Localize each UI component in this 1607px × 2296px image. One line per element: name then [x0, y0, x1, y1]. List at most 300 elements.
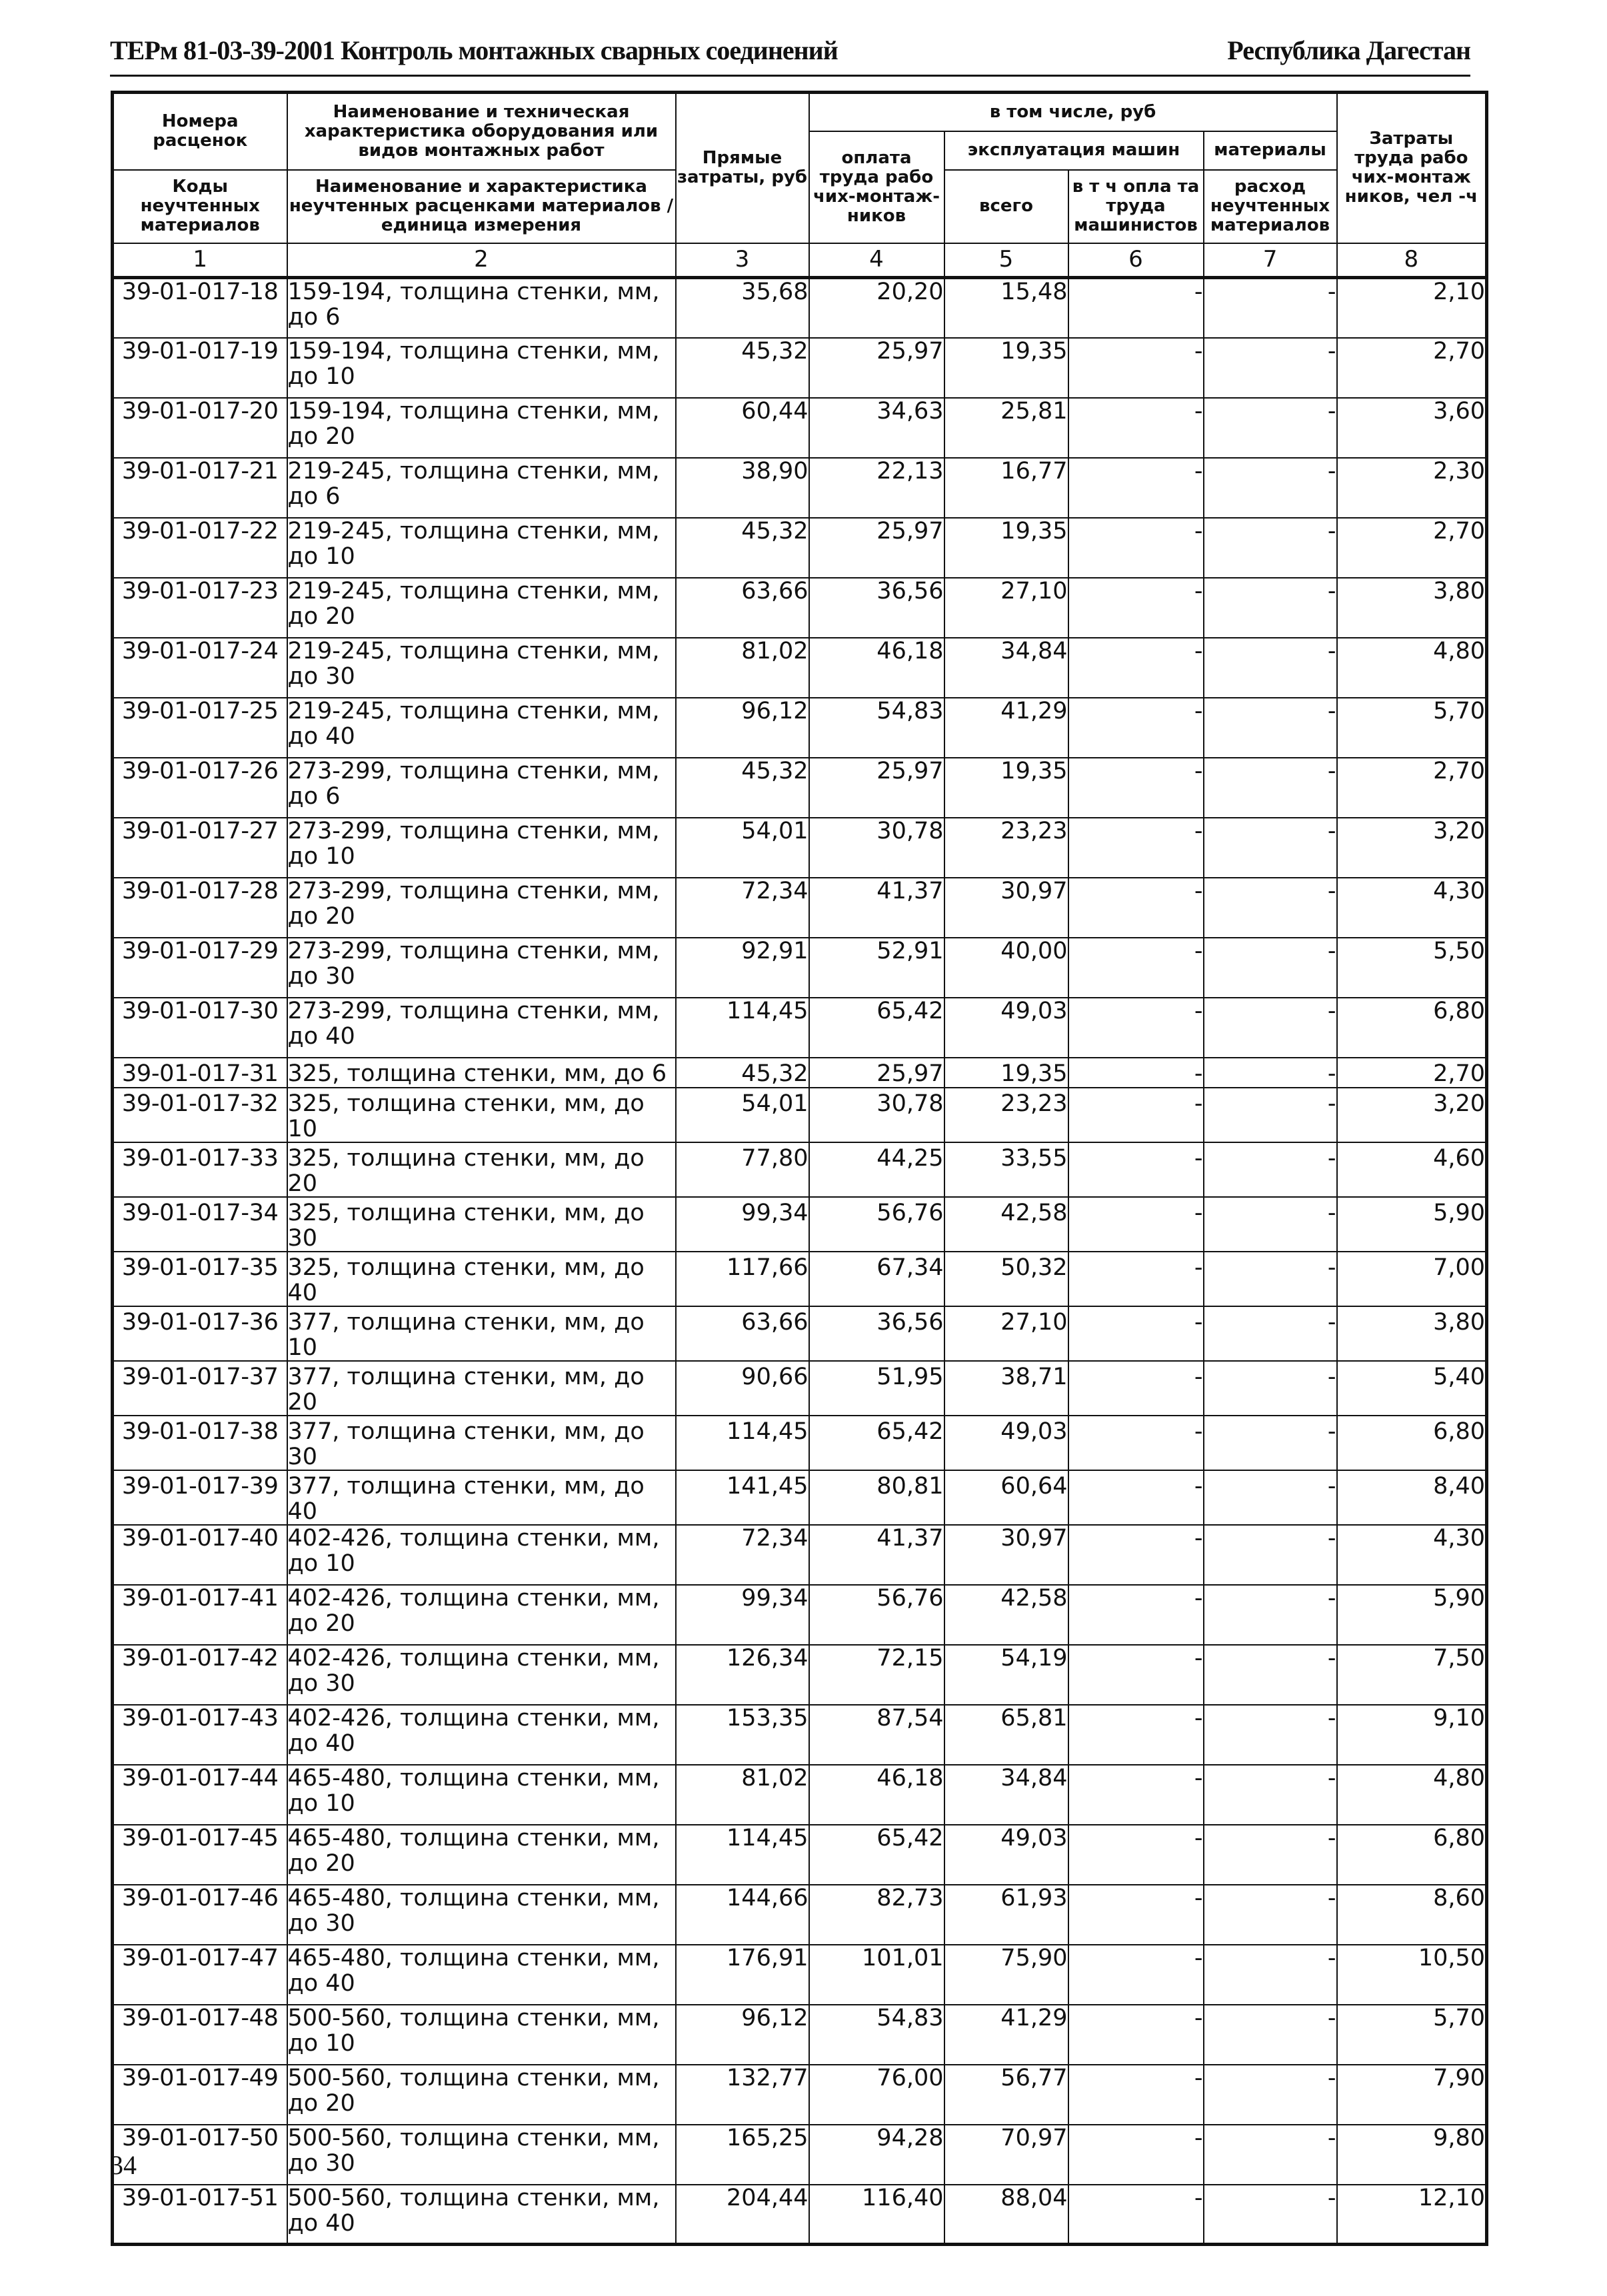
- table-row: [113, 278, 1487, 338]
- rate-code-cell: 39-01-017-23: [113, 578, 287, 638]
- material-usage-cell: -: [1204, 338, 1337, 398]
- labor-hours-cell: 3,60: [1337, 398, 1487, 458]
- labor-hours-cell: 5,40: [1337, 1361, 1487, 1416]
- operators-pay-cell: -: [1068, 278, 1204, 338]
- material-usage-cell: -: [1204, 1416, 1337, 1470]
- direct-costs-cell: 35,68: [676, 278, 809, 338]
- work-description-cell: 402-426, толщина стенки, мм, до 40: [287, 1705, 676, 1765]
- table-row: [113, 1470, 1487, 1525]
- rate-code-cell: 39-01-017-40: [113, 1525, 287, 1585]
- table-row: [113, 1705, 1487, 1765]
- rate-code-cell: 39-01-017-37: [113, 1361, 287, 1416]
- column-number: 2: [287, 243, 676, 278]
- operators-pay-cell: -: [1068, 1470, 1204, 1525]
- labor-hours-cell: 8,40: [1337, 1470, 1487, 1525]
- machines-total-cell: 27,10: [944, 1306, 1068, 1361]
- table-row: [113, 518, 1487, 578]
- worker-pay-cell: 34,63: [809, 398, 944, 458]
- operators-pay-cell: -: [1068, 1525, 1204, 1585]
- column-number: 5: [944, 243, 1068, 278]
- table-row: [113, 1361, 1487, 1416]
- direct-costs-cell: 38,90: [676, 458, 809, 518]
- labor-hours-cell: 7,50: [1337, 1645, 1487, 1705]
- direct-costs-cell: 176,91: [676, 1945, 809, 2005]
- material-usage-cell: -: [1204, 1885, 1337, 1945]
- material-usage-cell: -: [1204, 2185, 1337, 2245]
- region-name: Республика Дагестан: [1227, 35, 1470, 65]
- material-usage-cell: -: [1204, 2005, 1337, 2065]
- material-usage-cell: -: [1204, 458, 1337, 518]
- operators-pay-cell: -: [1068, 1705, 1204, 1765]
- worker-pay-cell: 65,42: [809, 1416, 944, 1470]
- operators-pay-cell: -: [1068, 458, 1204, 518]
- work-description-cell: 465-480, толщина стенки, мм, до 20: [287, 1825, 676, 1885]
- labor-hours-cell: 4,80: [1337, 638, 1487, 698]
- col1-top-header: Номера расценок: [113, 93, 287, 170]
- machines-total-cell: 19,35: [944, 338, 1068, 398]
- material-usage-cell: -: [1204, 998, 1337, 1058]
- worker-pay-cell: 25,97: [809, 518, 944, 578]
- direct-costs-cell: 63,66: [676, 1306, 809, 1361]
- rate-code-cell: 39-01-017-26: [113, 758, 287, 818]
- work-description-cell: 402-426, толщина стенки, мм, до 20: [287, 1585, 676, 1645]
- operators-pay-cell: -: [1068, 1885, 1204, 1945]
- table-row: [113, 1058, 1487, 1088]
- worker-pay-cell: 67,34: [809, 1252, 944, 1306]
- direct-costs-cell: 54,01: [676, 818, 809, 878]
- rate-code-cell: 39-01-017-33: [113, 1142, 287, 1197]
- work-description-cell: 402-426, толщина стенки, мм, до 30: [287, 1645, 676, 1705]
- worker-pay-cell: 54,83: [809, 2005, 944, 2065]
- worker-pay-cell: 56,76: [809, 1585, 944, 1645]
- material-usage-cell: -: [1204, 1525, 1337, 1585]
- operators-pay-cell: -: [1068, 938, 1204, 998]
- work-description-cell: 465-480, толщина стенки, мм, до 10: [287, 1765, 676, 1825]
- material-usage-cell: -: [1204, 698, 1337, 758]
- direct-costs-cell: 45,32: [676, 758, 809, 818]
- labor-hours-cell: 6,80: [1337, 1416, 1487, 1470]
- column-number: 1: [113, 243, 287, 278]
- labor-hours-cell: 2,70: [1337, 338, 1487, 398]
- operators-pay-cell: -: [1068, 758, 1204, 818]
- table-row: [113, 338, 1487, 398]
- work-description-cell: 377, толщина стенки, мм, до 30: [287, 1416, 676, 1470]
- column-number: 4: [809, 243, 944, 278]
- work-description-cell: 273-299, толщина стенки, мм, до 10: [287, 818, 676, 878]
- material-usage-cell: -: [1204, 1142, 1337, 1197]
- machines-total-cell: 30,97: [944, 878, 1068, 938]
- work-description-cell: 273-299, толщина стенки, мм, до 20: [287, 878, 676, 938]
- table-row: [113, 818, 1487, 878]
- rate-code-cell: 39-01-017-49: [113, 2065, 287, 2125]
- material-usage-cell: -: [1204, 938, 1337, 998]
- material-usage-cell: -: [1204, 818, 1337, 878]
- operators-pay-cell: -: [1068, 1306, 1204, 1361]
- rate-code-cell: 39-01-017-30: [113, 998, 287, 1058]
- machines-total-cell: 56,77: [944, 2065, 1068, 2125]
- worker-pay-cell: 101,01: [809, 1945, 944, 2005]
- rate-code-cell: 39-01-017-44: [113, 1765, 287, 1825]
- direct-costs-cell: 114,45: [676, 1825, 809, 1885]
- direct-costs-header: Прямые затраты, руб: [676, 93, 809, 243]
- table-row: [113, 2185, 1487, 2245]
- work-description-cell: 219-245, толщина стенки, мм, до 30: [287, 638, 676, 698]
- work-description-cell: 465-480, толщина стенки, мм, до 40: [287, 1945, 676, 2005]
- worker-pay-cell: 20,20: [809, 278, 944, 338]
- direct-costs-cell: 96,12: [676, 698, 809, 758]
- machines-total-cell: 34,84: [944, 638, 1068, 698]
- work-description-cell: 500-560, толщина стенки, мм, до 20: [287, 2065, 676, 2125]
- material-usage-cell: -: [1204, 1252, 1337, 1306]
- worker-pay-cell: 94,28: [809, 2125, 944, 2185]
- rate-code-cell: 39-01-017-34: [113, 1197, 287, 1252]
- table-row: [113, 1885, 1487, 1945]
- operators-pay-cell: -: [1068, 1825, 1204, 1885]
- material-usage-cell: -: [1204, 2125, 1337, 2185]
- operators-pay-cell: -: [1068, 1197, 1204, 1252]
- work-description-cell: 465-480, толщина стенки, мм, до 30: [287, 1885, 676, 1945]
- worker-pay-cell: 54,83: [809, 698, 944, 758]
- worker-pay-cell: 36,56: [809, 1306, 944, 1361]
- direct-costs-cell: 90,66: [676, 1361, 809, 1416]
- rate-code-cell: 39-01-017-51: [113, 2185, 287, 2245]
- table-row: [113, 2125, 1487, 2185]
- column-number: 3: [676, 243, 809, 278]
- header-rule: [110, 75, 1470, 77]
- table-row: [113, 2065, 1487, 2125]
- worker-pay-cell: 30,78: [809, 1088, 944, 1142]
- work-description-cell: 219-245, толщина стенки, мм, до 6: [287, 458, 676, 518]
- col1-bottom-header: Коды неучтенных материалов: [113, 170, 287, 243]
- machines-total-cell: 19,35: [944, 518, 1068, 578]
- table-row: [113, 1416, 1487, 1470]
- work-description-cell: 219-245, толщина стенки, мм, до 10: [287, 518, 676, 578]
- worker-pay-cell: 116,40: [809, 2185, 944, 2245]
- labor-hours-cell: 2,30: [1337, 458, 1487, 518]
- labor-hours-cell: 6,80: [1337, 998, 1487, 1058]
- work-description-cell: 325, толщина стенки, мм, до 40: [287, 1252, 676, 1306]
- material-usage-cell: -: [1204, 1058, 1337, 1088]
- labor-hours-header: Затраты труда рабо чих-монтаж ников, чел -ч: [1337, 93, 1487, 243]
- direct-costs-cell: 165,25: [676, 2125, 809, 2185]
- rate-code-cell: 39-01-017-19: [113, 338, 287, 398]
- column-number: 7: [1204, 243, 1337, 278]
- operators-pay-header: в т ч опла та труда машинистов: [1068, 170, 1204, 243]
- material-usage-cell: -: [1204, 398, 1337, 458]
- table-row: [113, 578, 1487, 638]
- direct-costs-cell: 114,45: [676, 998, 809, 1058]
- machines-total-cell: 23,23: [944, 1088, 1068, 1142]
- worker-pay-cell: 25,97: [809, 1058, 944, 1088]
- material-usage-cell: -: [1204, 278, 1337, 338]
- work-description-cell: 159-194, толщина стенки, мм, до 20: [287, 398, 676, 458]
- table-row: [113, 1142, 1487, 1197]
- operators-pay-cell: -: [1068, 2065, 1204, 2125]
- operators-pay-cell: -: [1068, 1765, 1204, 1825]
- machines-total-cell: 34,84: [944, 1765, 1068, 1825]
- machines-total-cell: 23,23: [944, 818, 1068, 878]
- rate-code-cell: 39-01-017-45: [113, 1825, 287, 1885]
- operators-pay-cell: -: [1068, 2185, 1204, 2245]
- direct-costs-cell: 204,44: [676, 2185, 809, 2245]
- worker-pay-cell: 87,54: [809, 1705, 944, 1765]
- operators-pay-cell: -: [1068, 998, 1204, 1058]
- labor-hours-cell: 7,00: [1337, 1252, 1487, 1306]
- operators-pay-cell: -: [1068, 2005, 1204, 2065]
- direct-costs-cell: 54,01: [676, 1088, 809, 1142]
- worker-pay-cell: 52,91: [809, 938, 944, 998]
- machines-total-cell: 25,81: [944, 398, 1068, 458]
- labor-hours-cell: 12,10: [1337, 2185, 1487, 2245]
- table-row: [113, 1197, 1487, 1252]
- rate-code-cell: 39-01-017-22: [113, 518, 287, 578]
- worker-pay-cell: 72,15: [809, 1645, 944, 1705]
- operators-pay-cell: -: [1068, 818, 1204, 878]
- labor-hours-cell: 5,50: [1337, 938, 1487, 998]
- direct-costs-cell: 92,91: [676, 938, 809, 998]
- table-row: [113, 698, 1487, 758]
- labor-hours-cell: 2,70: [1337, 1058, 1487, 1088]
- direct-costs-cell: 63,66: [676, 578, 809, 638]
- machines-total-cell: 27,10: [944, 578, 1068, 638]
- work-description-cell: 159-194, толщина стенки, мм, до 10: [287, 338, 676, 398]
- rate-code-cell: 39-01-017-29: [113, 938, 287, 998]
- table-row: [113, 1252, 1487, 1306]
- material-usage-cell: -: [1204, 1306, 1337, 1361]
- material-usage-cell: -: [1204, 1945, 1337, 2005]
- material-usage-cell: -: [1204, 2065, 1337, 2125]
- labor-hours-cell: 6,80: [1337, 1825, 1487, 1885]
- machines-total-cell: 16,77: [944, 458, 1068, 518]
- direct-costs-cell: 81,02: [676, 1765, 809, 1825]
- rate-code-cell: 39-01-017-28: [113, 878, 287, 938]
- worker-pay-cell: 22,13: [809, 458, 944, 518]
- labor-hours-cell: 4,80: [1337, 1765, 1487, 1825]
- table-row: [113, 938, 1487, 998]
- direct-costs-cell: 81,02: [676, 638, 809, 698]
- machines-total-header: всего: [944, 170, 1068, 243]
- operators-pay-cell: -: [1068, 698, 1204, 758]
- table-row: [113, 638, 1487, 698]
- machines-total-cell: 42,58: [944, 1585, 1068, 1645]
- worker-pay-cell: 65,42: [809, 998, 944, 1058]
- machines-total-cell: 49,03: [944, 998, 1068, 1058]
- rate-code-cell: 39-01-017-27: [113, 818, 287, 878]
- labor-hours-cell: 2,10: [1337, 278, 1487, 338]
- operators-pay-cell: -: [1068, 1088, 1204, 1142]
- worker-pay-cell: 25,97: [809, 338, 944, 398]
- direct-costs-cell: 60,44: [676, 398, 809, 458]
- operators-pay-cell: -: [1068, 1416, 1204, 1470]
- column-number: 6: [1068, 243, 1204, 278]
- worker-pay-cell: 41,37: [809, 878, 944, 938]
- operators-pay-cell: -: [1068, 1058, 1204, 1088]
- work-description-cell: 325, толщина стенки, мм, до 6: [287, 1058, 676, 1088]
- direct-costs-cell: 77,80: [676, 1142, 809, 1197]
- direct-costs-cell: 72,34: [676, 1525, 809, 1585]
- machines-total-cell: 50,32: [944, 1252, 1068, 1306]
- direct-costs-cell: 141,45: [676, 1470, 809, 1525]
- material-usage-cell: -: [1204, 1705, 1337, 1765]
- worker-pay-cell: 46,18: [809, 1765, 944, 1825]
- machines-total-cell: 61,93: [944, 1885, 1068, 1945]
- labor-hours-cell: 4,30: [1337, 878, 1487, 938]
- material-usage-cell: -: [1204, 1765, 1337, 1825]
- operators-pay-cell: -: [1068, 1945, 1204, 2005]
- direct-costs-cell: 99,34: [676, 1585, 809, 1645]
- direct-costs-cell: 96,12: [676, 2005, 809, 2065]
- machines-total-cell: 15,48: [944, 278, 1068, 338]
- rate-code-cell: 39-01-017-35: [113, 1252, 287, 1306]
- work-description-cell: 377, толщина стенки, мм, до 20: [287, 1361, 676, 1416]
- work-description-cell: 377, толщина стенки, мм, до 10: [287, 1306, 676, 1361]
- labor-hours-cell: 4,60: [1337, 1142, 1487, 1197]
- rate-code-cell: 39-01-017-31: [113, 1058, 287, 1088]
- labor-hours-cell: 5,90: [1337, 1197, 1487, 1252]
- worker-pay-cell: 82,73: [809, 1885, 944, 1945]
- operators-pay-cell: -: [1068, 398, 1204, 458]
- worker-pay-cell: 25,97: [809, 758, 944, 818]
- rate-code-cell: 39-01-017-38: [113, 1416, 287, 1470]
- labor-hours-cell: 9,80: [1337, 2125, 1487, 2185]
- machines-total-cell: 41,29: [944, 698, 1068, 758]
- worker-pay-cell: 30,78: [809, 818, 944, 878]
- machines-total-cell: 60,64: [944, 1470, 1068, 1525]
- work-description-cell: 273-299, толщина стенки, мм, до 40: [287, 998, 676, 1058]
- labor-hours-cell: 5,70: [1337, 2005, 1487, 2065]
- material-usage-cell: -: [1204, 1645, 1337, 1705]
- work-description-cell: 273-299, толщина стенки, мм, до 30: [287, 938, 676, 998]
- machines-total-cell: 70,97: [944, 2125, 1068, 2185]
- document-title: ТЕРм 81-03-39-2001 Контроль монтажных сварных соединений: [110, 35, 838, 65]
- table-row: [113, 998, 1487, 1058]
- table-row: [113, 758, 1487, 818]
- work-description-cell: 219-245, толщина стенки, мм, до 20: [287, 578, 676, 638]
- rate-code-cell: 39-01-017-47: [113, 1945, 287, 2005]
- worker-pay-cell: 51,95: [809, 1361, 944, 1416]
- labor-hours-cell: 3,20: [1337, 818, 1487, 878]
- labor-hours-cell: 3,80: [1337, 578, 1487, 638]
- machines-header: эксплуатация машин: [944, 131, 1204, 170]
- worker-pay-cell: 65,42: [809, 1825, 944, 1885]
- machines-total-cell: 40,00: [944, 938, 1068, 998]
- operators-pay-cell: -: [1068, 1585, 1204, 1645]
- machines-total-cell: 41,29: [944, 2005, 1068, 2065]
- labor-hours-cell: 3,20: [1337, 1088, 1487, 1142]
- direct-costs-cell: 72,34: [676, 878, 809, 938]
- work-description-cell: 325, толщина стенки, мм, до 30: [287, 1197, 676, 1252]
- page-number: 34: [110, 2150, 137, 2180]
- rate-code-cell: 39-01-017-32: [113, 1088, 287, 1142]
- operators-pay-cell: -: [1068, 518, 1204, 578]
- direct-costs-cell: 126,34: [676, 1645, 809, 1705]
- operators-pay-cell: -: [1068, 878, 1204, 938]
- operators-pay-cell: -: [1068, 578, 1204, 638]
- table-row: [113, 2005, 1487, 2065]
- worker-pay-cell: 80,81: [809, 1470, 944, 1525]
- material-usage-cell: -: [1204, 638, 1337, 698]
- rate-code-cell: 39-01-017-20: [113, 398, 287, 458]
- operators-pay-cell: -: [1068, 338, 1204, 398]
- worker-pay-cell: 36,56: [809, 578, 944, 638]
- table-row: [113, 1645, 1487, 1705]
- labor-hours-cell: 8,60: [1337, 1885, 1487, 1945]
- table-row: [113, 1306, 1487, 1361]
- labor-hours-cell: 9,10: [1337, 1705, 1487, 1765]
- worker-pay-header: оплата труда рабо чих-монтаж-ников: [809, 131, 944, 243]
- direct-costs-cell: 45,32: [676, 518, 809, 578]
- machines-total-cell: 33,55: [944, 1142, 1068, 1197]
- table-body: [113, 278, 1487, 2245]
- material-usage-cell: -: [1204, 878, 1337, 938]
- labor-hours-cell: 5,70: [1337, 698, 1487, 758]
- machines-total-cell: 88,04: [944, 2185, 1068, 2245]
- direct-costs-cell: 144,66: [676, 1885, 809, 1945]
- machines-total-cell: 30,97: [944, 1525, 1068, 1585]
- table-header: [113, 93, 1487, 278]
- machines-total-cell: 49,03: [944, 1825, 1068, 1885]
- labor-hours-cell: 2,70: [1337, 758, 1487, 818]
- table-row: [113, 1945, 1487, 2005]
- direct-costs-cell: 114,45: [676, 1416, 809, 1470]
- table-row: [113, 878, 1487, 938]
- rates-table: [111, 91, 1488, 2246]
- work-description-cell: 159-194, толщина стенки, мм, до 6: [287, 278, 676, 338]
- rate-code-cell: 39-01-017-18: [113, 278, 287, 338]
- labor-hours-cell: 10,50: [1337, 1945, 1487, 2005]
- work-description-cell: 500-560, толщина стенки, мм, до 40: [287, 2185, 676, 2245]
- worker-pay-cell: 41,37: [809, 1525, 944, 1585]
- labor-hours-cell: 2,70: [1337, 518, 1487, 578]
- direct-costs-cell: 45,32: [676, 338, 809, 398]
- labor-hours-cell: 4,30: [1337, 1525, 1487, 1585]
- material-usage-cell: -: [1204, 1197, 1337, 1252]
- direct-costs-cell: 99,34: [676, 1197, 809, 1252]
- rate-code-cell: 39-01-017-42: [113, 1645, 287, 1705]
- including-group-header: в том числе, руб: [809, 93, 1337, 131]
- material-usage-header: расход неучтенных материалов: [1204, 170, 1337, 243]
- rate-code-cell: 39-01-017-25: [113, 698, 287, 758]
- direct-costs-cell: 117,66: [676, 1252, 809, 1306]
- machines-total-cell: 38,71: [944, 1361, 1068, 1416]
- work-description-cell: 402-426, толщина стенки, мм, до 10: [287, 1525, 676, 1585]
- rate-code-cell: 39-01-017-21: [113, 458, 287, 518]
- worker-pay-cell: 76,00: [809, 2065, 944, 2125]
- work-description-cell: 325, толщина стенки, мм, до 20: [287, 1142, 676, 1197]
- table-row: [113, 1765, 1487, 1825]
- rate-code-cell: 39-01-017-41: [113, 1585, 287, 1645]
- rate-code-cell: 39-01-017-43: [113, 1705, 287, 1765]
- rate-code-cell: 39-01-017-48: [113, 2005, 287, 2065]
- machines-total-cell: 42,58: [944, 1197, 1068, 1252]
- operators-pay-cell: -: [1068, 1361, 1204, 1416]
- rate-code-cell: 39-01-017-24: [113, 638, 287, 698]
- work-description-cell: 500-560, толщина стенки, мм, до 10: [287, 2005, 676, 2065]
- operators-pay-cell: -: [1068, 1645, 1204, 1705]
- table-row: [113, 1525, 1487, 1585]
- materials-header: материалы: [1204, 131, 1337, 170]
- material-usage-cell: -: [1204, 1361, 1337, 1416]
- labor-hours-cell: 7,90: [1337, 2065, 1487, 2125]
- machines-total-cell: 19,35: [944, 1058, 1068, 1088]
- material-usage-cell: -: [1204, 1088, 1337, 1142]
- work-description-cell: 219-245, толщина стенки, мм, до 40: [287, 698, 676, 758]
- worker-pay-cell: 56,76: [809, 1197, 944, 1252]
- work-description-cell: 325, толщина стенки, мм, до 10: [287, 1088, 676, 1142]
- table-row: [113, 398, 1487, 458]
- operators-pay-cell: -: [1068, 638, 1204, 698]
- work-description-cell: 377, толщина стенки, мм, до 40: [287, 1470, 676, 1525]
